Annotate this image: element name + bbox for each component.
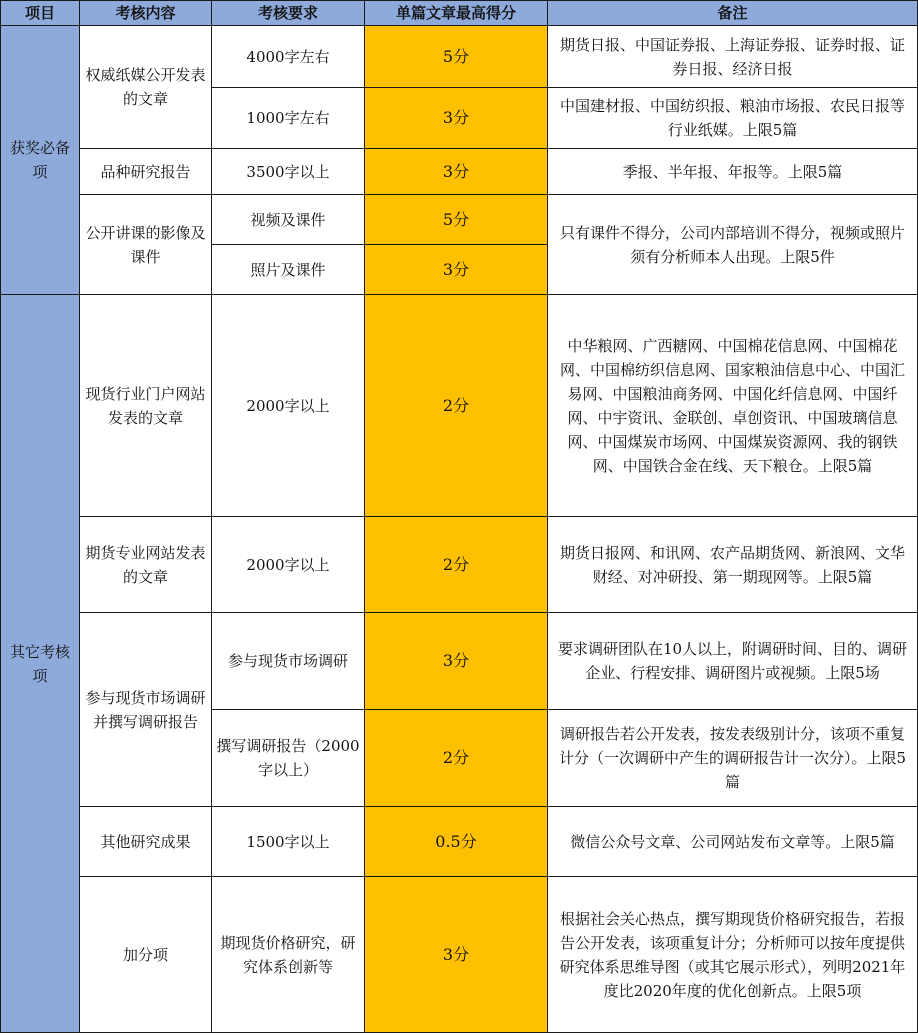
content-cell: 参与现货市场调研并撰写调研报告 [80,613,212,807]
requirement-cell: 期现货价格研究，研究体系创新等 [212,877,365,1033]
remark-cell: 季报、半年报、年报等。上限5篇 [548,149,918,195]
header-score: 单篇文章最高得分 [365,1,548,26]
content-cell: 加分项 [80,877,212,1033]
remark-cell: 期货日报网、和讯网、农产品期货网、新浪网、文华财经、对冲研投、第一期现网等。上限5篇 [548,517,918,613]
content-cell: 公开讲课的影像及课件 [80,195,212,295]
category-required: 获奖必备项 [1,26,80,295]
requirement-cell: 撰写调研报告（2000字以上） [212,710,365,807]
score-cell: 3分 [365,877,548,1033]
score-cell: 3分 [365,88,548,149]
score-cell: 2分 [365,295,548,517]
remark-cell: 调研报告若公开发表，按发表级别计分，该项不重复计分（一次调研中产生的调研报告计一次分）。上限5篇 [548,710,918,807]
score-cell: 0.5分 [365,807,548,877]
table-row [1,877,918,1033]
requirement-cell: 参与现货市场调研 [212,613,365,710]
score-cell: 5分 [365,195,548,245]
remark-cell: 中国建材报、中国纺织报、粮油市场报、农民日报等行业纸媒。上限5篇 [548,88,918,149]
header-remark: 备注 [548,1,918,26]
score-cell: 5分 [365,26,548,88]
table-row [1,613,918,710]
remark-cell: 微信公众号文章、公司网站发布文章等。上限5篇 [548,807,918,877]
table-row [1,295,918,517]
content-cell: 现货行业门户网站发表的文章 [80,295,212,517]
requirement-cell: 4000字左右 [212,26,365,88]
remark-cell: 中华粮网、广西糖网、中国棉花信息网、中国棉花网、中国棉纺织信息网、国家粮油信息中心、中国汇易网、中国粮油商务网、中国化纤信息网、中国纤网、中宇资讯、金联创、卓创资讯、中国玻璃信息网、中国煤炭市场网、中国煤炭资源网、我的钢铁网、中国铁合金在线、天下粮仓。上限5篇 [548,295,918,517]
table-row [1,807,918,877]
score-cell: 3分 [365,613,548,710]
remark-cell: 根据社会关心热点，撰写期现货价格研究报告，若报告公开发表，该项重复计分；分析师可以按年度提供研究体系思维导图（或其它展示形式），列明2021年度比2020年度的优化创新点。上限5项 [548,877,918,1033]
requirement-cell: 1500字以上 [212,807,365,877]
requirement-cell: 照片及课件 [212,245,365,295]
requirement-cell: 视频及课件 [212,195,365,245]
table-row [1,149,918,195]
header-item: 项目 [1,1,80,26]
remark-cell: 只有课件不得分，公司内部培训不得分，视频或照片须有分析师本人出现。上限5件 [548,195,918,295]
content-cell: 权威纸媒公开发表的文章 [80,26,212,149]
header-requirement: 考核要求 [212,1,365,26]
table-row [1,195,918,245]
header-row [1,1,918,26]
content-cell: 品种研究报告 [80,149,212,195]
header-content: 考核内容 [80,1,212,26]
table-row [1,26,918,88]
remark-cell: 期货日报、中国证券报、上海证券报、证券时报、证券日报、经济日报 [548,26,918,88]
score-cell: 2分 [365,517,548,613]
category-other: 其它考核项 [1,295,80,1033]
score-cell: 3分 [365,245,548,295]
content-cell: 其他研究成果 [80,807,212,877]
score-cell: 3分 [365,149,548,195]
requirement-cell: 2000字以上 [212,517,365,613]
table-row [1,517,918,613]
requirement-cell: 2000字以上 [212,295,365,517]
remark-cell: 要求调研团队在10人以上，附调研时间、目的、调研企业、行程安排、调研图片或视频。上限5场 [548,613,918,710]
content-cell: 期货专业网站发表的文章 [80,517,212,613]
requirement-cell: 1000字左右 [212,88,365,149]
score-cell: 2分 [365,710,548,807]
requirement-cell: 3500字以上 [212,149,365,195]
